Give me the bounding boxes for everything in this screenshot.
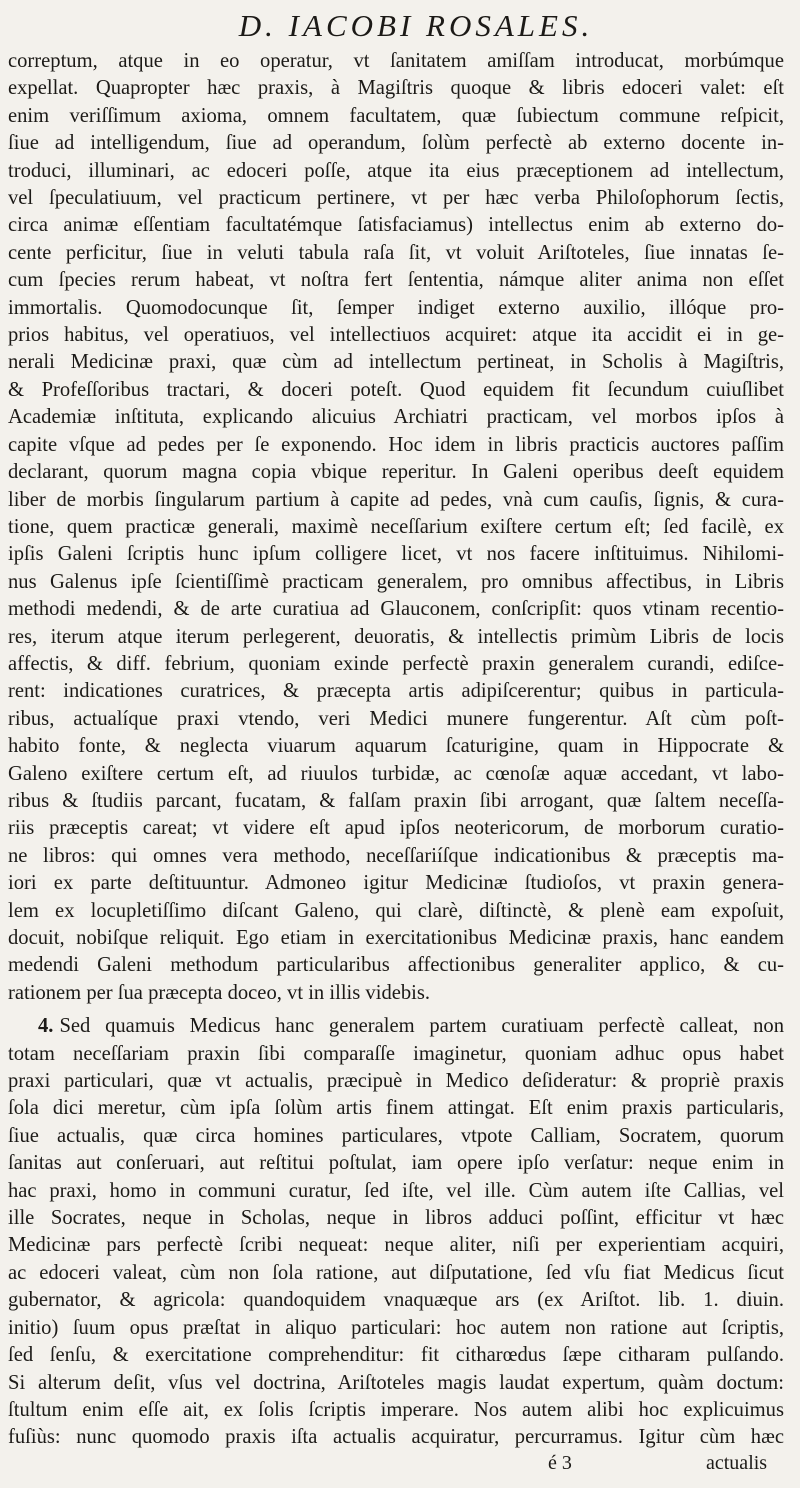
paragraph-2 [8,1013,784,1452]
text-line: Academiæ inſtituta, explicando alicuius Archiatri practicam, vel morbos ipſos à [8,406,784,429]
text-line: iori ex parte deſtituuntur. Admoneo igitur Medicinæ ſtudioſos, vt praxin genera- [8,872,784,895]
text-line: rent: indicationes curatrices, & præcepta artis adipiſcerentur; quibus in particula- [8,680,784,703]
text-line: medendi Galeni methodum particularibus affectionibus generaliter applico, & cu- [8,954,784,977]
text-line: enim veriſſimum axioma, omnem facultatem, quæ ſubiectum commune reſpicit, [8,104,784,127]
text-line: tione, quem practicæ generali, maximè neceſſarium exiſtere certum eſt; ſed facilè, ex [8,515,784,538]
text-line: troduci, illuminari, ac edoceri poſſe, atque ita eius præceptionem ad intellectum, [8,159,784,182]
text-line: nus Galenus ipſe ſcientiſſimè practicam generalem, pro omnibus affectibus, in Libris [8,570,784,593]
text-line: Galeno exiſtere certum eſt, ad riuulos turbidæ, ac cœnoſæ aquæ accedant, vt labo- [8,762,784,785]
text-line: liber de morbis ſingularum partium à capite ad pedes, vnà cum cauſis, ſignis, & cura- [8,488,784,511]
text-line: gubernator, & agricola: quandoquidem vnaquæque ars (ex Ariſtot. lib. 1. diuin. [8,1289,784,1312]
text-line: fuſiùs: nunc quomodo praxis iſta actualis acquiratur, percurramus. Igitur cùm hæc [8,1426,784,1449]
text-line: ſed ſenſu, & exercitatione comprehenditur: fit citharœdus ſæpe citharam pulſando. [8,1344,784,1367]
text-line: hac praxi, homo in communi curatur, ſed iſte, vel ille. Cùm autem iſte Callias, vel [8,1179,784,1202]
text-line: immortalis. Quomodocunque ſit, ſemper indiget externo auxilio, illóque pro- [8,296,784,319]
text-line: docuit, nobiſque reliquit. Ego etiam in exercitationibus Medicinæ praxis, hanc eandem [8,927,784,949]
text-line: & Profeſſoribus tractari, & doceri poteſt. Quod equidem fit ſecundum cuiuſlibet [8,378,784,401]
page-footer [0,1450,800,1480]
text-line: cum ſpecies rerum habeat, vt noſtra fert ſententia, námque aliter anima non eſſet [8,269,784,292]
text-line: methodi medendi, & de arte curatiua ad Glauconem, conſcripſit: quos vtinam recentio- [8,598,784,621]
text-line: ſtultum enim eſſe ait, ex ſolis ſcriptis imperare. Nos autem alibi hoc explicuimus [8,1398,784,1421]
catchword: actualis [706,1452,768,1474]
paragraph-first-line: Sed quamuis Medicus hanc generalem partem curatiuam perfectè calleat, non [59,1015,784,1038]
text-line: expellat. Quapropter hæc praxis, à Magiſtris quoque & libris edoceri valet: eſt [8,77,784,100]
text-line: cente perficitur, ſiue in veluti tabula raſa ſit, vt voluit Ariſtoteles, ſiue innatas ſe- [8,241,784,264]
text-line: rationem per ſua præcepta doceo, vt in illis videbis. [8,981,431,1004]
text-line: ſanitas aut conſeruari, aut reſtitui poſtulat, iam opere ipſo verſatur: neque enim in [8,1152,784,1175]
text-line [8,1013,784,1040]
text-line: lem ex locupletiſſimo diſcant Galeno, qui clarè, diſtinctè, & plenè eam expoſuit, [8,899,784,922]
text-line: Medicinæ pars perfectè ſcribi nequeat: neque aliter, niſi per experientiam acquiri, [8,1234,784,1257]
paragraph-number: 4. [38,1015,54,1038]
text-line: ribus, actualíque praxi vtendo, veri Medici munere fungerentur. Aſt cùm poſt- [8,707,784,730]
text-line: affectis, & diff. febrium, quoniam exinde perfectè praxin generalem curandi, ediſce- [8,652,784,675]
running-title: D. IACOBI ROSALES. [238,8,594,43]
text-line: declarant, quorum magna copia vbique reperitur. In Galeni operibus deeſt equidem [8,461,784,484]
paragraph-1 [8,48,784,1007]
text-line: praxi particulari, quæ vt actualis, præcipuè in Medico deſideratur: & propriè praxis [8,1070,784,1093]
text-line: ribus & ſtudiis parcant, fucatam, & falſam praxin ſibi arrogant, quæ ſaltem neceſſa- [8,789,784,812]
text-line: totam neceſſariam praxin ſibi comparaſſe imaginetur, quoniam adhuc opus habet [8,1042,784,1065]
text-line: ne libros: qui omnes vera methodo, neceſſariíſque indicationibus & præceptis ma- [8,844,784,867]
text-line: riis præceptis careat; vt videre eſt apud ipſos neotericorum, de morborum curatio- [8,817,784,840]
text-line: vel ſpeculatiuum, vel practicum pertinere, vt per hæc verba Philoſophorum ſectis, [8,187,784,210]
text-line: ille Socrates, neque in Scholas, neque in libros adduci poſſint, efficitur vt hæc [8,1207,784,1230]
text-line: habito fonte, & neglecta viuarum aquarum ſcaturigine, quam in Hippocrate & [8,735,784,758]
text-line: Si alterum deſit, vſus vel doctrina, Ariſtoteles magis laudat expertum, quàm doctum: [8,1371,784,1394]
text-line: correptum, atque in eo operatur, vt ſanitatem amiſſam introducat, morbúmque [8,50,784,72]
text-line: res, iterum atque iterum perlegerent, deuoratis, & intellectis primùm Libris de locis [8,625,784,648]
text-line: ſiue actualis, quæ circa homines particulares, vtpote Calliam, Socratem, quorum [8,1124,784,1147]
text-line: nerali Medicinæ praxi, quæ cùm ad intellectum pertineat, in Scholis à Magiſtris, [8,351,784,374]
signature-mark: é 3 [548,1452,572,1474]
text-line: circa animæ eſſentiam facultatémque ſatisfaciamus) intellectus enim ab externo do- [8,214,784,237]
text-line: capite vſque ad pedes per ſe exponendo. Hoc idem in libris practicis auctores paſſim [8,433,784,456]
text-line: prios habitus, vel operatiuos, vel intellectiuos acquiret: atque ita accidit ei in ge- [8,324,784,347]
text-line: initio) ſuum opus præſtat in aliquo particulari: hoc autem non ratione aut ſcriptis, [8,1316,784,1339]
text-line: ſiue ad intelligendum, ſiue ad operandum, ſolùm perfectè ab externo docente in- [8,132,784,155]
text-line: ac edoceri valeat, cùm non ſola ratione, aut diſputatione, ſed vſu fiat Medicus ſicut [8,1261,784,1284]
text-line: ſola dici meretur, cùm ipſa ſolùm artis finem attingat. Eſt enim praxis particularis, [8,1097,784,1120]
text-line: ipſis Galeni ſcriptis hunc ipſum colligere licet, vt nos facere inſtituimus. Nihilomi- [8,543,784,566]
